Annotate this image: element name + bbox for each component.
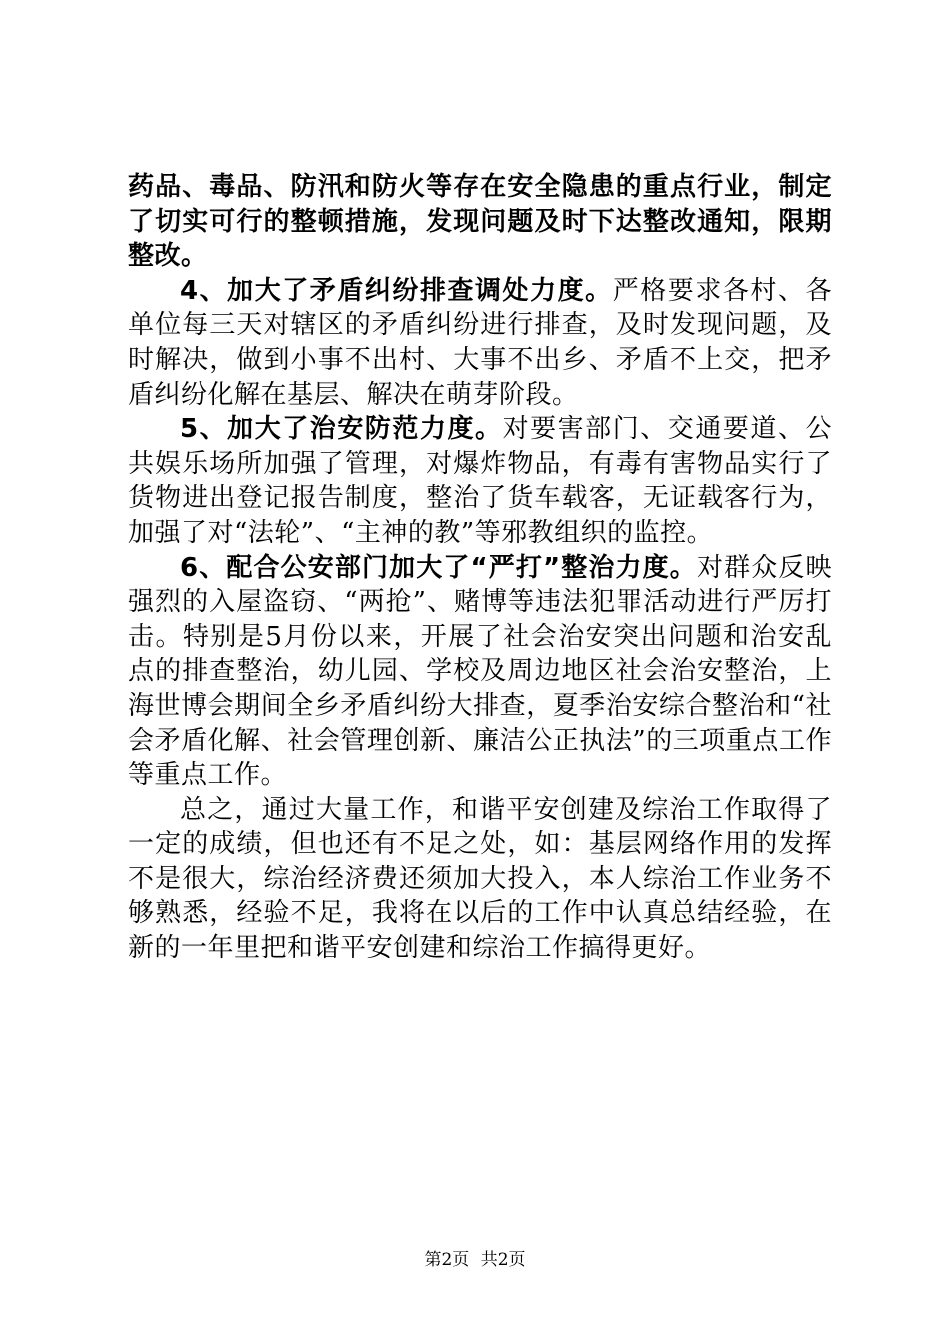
document-body	[128, 170, 832, 966]
paragraph-summary	[128, 793, 832, 966]
paragraph-item-4-text: 严格要求各村、各单位每三天对辖区的矛盾纠纷进行排查，及时发现问题，及时解决，做到小事不出村、大事不出乡、矛盾不上交，把矛盾纠纷化解在基层、解决在萌芽阶段。	[128, 275, 832, 410]
paragraph-item-5-heading: 5、加大了治安防范力度。	[180, 414, 503, 445]
page-total: 共2页	[480, 1250, 526, 1270]
paragraph-item-5-text: 对要害部门、交通要道、公共娱乐场所加强了管理，对爆炸物品，有毒有害物品实行了货物进出登记报告制度，整治了货车载客，无证载客行为，加强了对“法轮”、“主神的教”等邪教组织的监控。	[128, 414, 832, 548]
page-number: 第2页	[424, 1250, 470, 1270]
paragraph-continuation-text: 药品、毒品、防汛和防火等存在安全隐患的重点行业，制定了切实可行的整顿措施，发现问题及时下达整改通知，限期整改。	[128, 172, 832, 272]
paragraph-summary-text: 总之，通过大量工作，和谐平安创建及综治工作取得了一定的成绩，但也还有不足之处，如：基层网络作用的发挥不是很大，综治经济费还须加大投入，本人综治工作业务不够熟悉，经验不足，我将在以后的工作中认真总结经验，在新的一年里把和谐平安创建和综治工作搞得更好。	[128, 794, 832, 964]
paragraph-item-4	[128, 274, 832, 412]
paragraph-item-6	[128, 551, 832, 793]
paragraph-item-5	[128, 412, 832, 550]
paragraph-item-4-heading: 4、加大了矛盾纠纷排查调处力度。	[180, 275, 613, 306]
paragraph-continuation	[128, 170, 832, 274]
paragraph-item-6-text: 对群众反映强烈的入屋盗窃、“两抢”、赌博等违法犯罪活动进行严厉打击。特别是5月份以来，开展了社会治安突出问题和治安乱点的排查整治，幼儿园、学校及周边地区社会治安整治，上海世博会期间全乡矛盾纠纷大排查，夏季治安综合整治和“社会矛盾化解、社会管理创新、廉洁公正执法”的三项重点工作等重点工作。	[128, 552, 832, 791]
page-footer	[0, 1245, 950, 1270]
paragraph-item-6-heading: 6、配合公安部门加大了“严打”整治力度。	[180, 552, 697, 583]
